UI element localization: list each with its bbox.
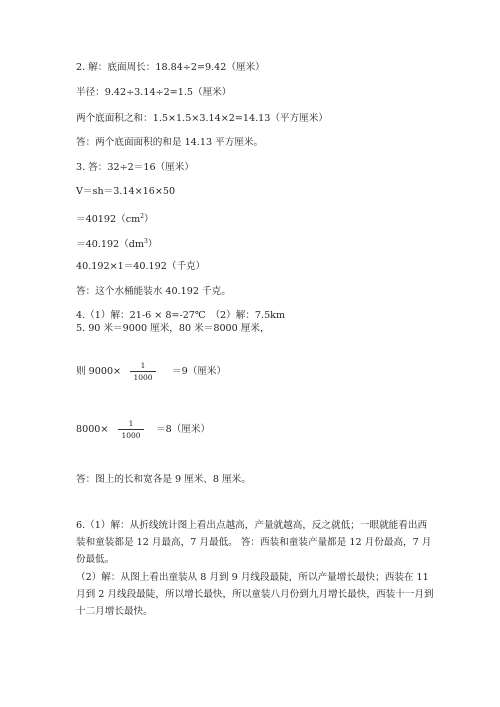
- fraction-denominator: 1000: [133, 373, 153, 382]
- unit-exponent: 3: [144, 238, 148, 245]
- answer-3-line-1: 3. 答：32÷2＝16（厘米）: [76, 162, 194, 173]
- answer-6-part-1: 6.（1）解：从折线统计图上看出点越高，产量就越高，反之就低；一眼就能看出西装和童装都是 12 月最高，7 月最低。 答：西装和童装产量都是 12 月份最高，7 月份最低。: [76, 520, 432, 565]
- answer-2-conclusion: 答：两个底面面积的和是 14.13 平方厘米。: [76, 137, 264, 148]
- answer-5-conclusion: 答：图上的长和宽各是 9 厘米、8 厘米。: [76, 474, 251, 485]
- fraction-numerator: 1: [140, 361, 146, 370]
- cubic-dm-value: ＝40.192（d: [76, 239, 135, 251]
- answer-5-width-calc-left: 8000×: [76, 424, 109, 435]
- fraction-bar: [130, 371, 156, 372]
- answer-5-length-calc-left: 则 9000×: [76, 366, 122, 377]
- cubic-cm-value: ＝40192（c: [76, 214, 132, 226]
- answer-3-weight: 40.192×1＝40.192（千克）: [76, 261, 206, 272]
- unit-exponent: 2: [140, 213, 145, 220]
- answer-2-line-3: 两个底面积之和：1.5×1.5×3.14×2=14.13（平方厘米）: [76, 113, 328, 124]
- cubic-dm-close: ）: [147, 239, 158, 251]
- answer-5-width-calc-right: ＝8（厘米）: [156, 424, 211, 435]
- unit-m: m: [134, 239, 145, 251]
- answer-4: 4.（1）解：21-6 × 8=-27℃ （2）解：7.5km: [76, 310, 286, 321]
- answer-6-part-2: （2）解：从图上看出童装从 8 月到 9 月线段最陡，所以产量增长最快；西装在 11 月到 2 月线段最陡，所以增长最快，所以童装八月份到九月增长最快，西装十一月到十二月增长最快。: [76, 572, 434, 617]
- answer-3-cubic-dm: [76, 236, 157, 251]
- fraction-bar: [118, 429, 144, 430]
- fraction-one-thousandth: [118, 419, 144, 440]
- fraction-denominator: 1000: [121, 431, 141, 440]
- answer-3-volume-formula: V＝sh＝3.14×16×50: [76, 186, 176, 197]
- fraction-numerator: 1: [128, 419, 134, 428]
- fraction-one-thousandth: [130, 361, 156, 382]
- answer-2-line-2: 半径：9.42÷3.14÷2=1.5（厘米）: [76, 87, 232, 98]
- cubic-cm-close: ）: [144, 214, 154, 226]
- answer-5-length-calc-right: ＝9（厘米）: [172, 366, 227, 377]
- unit-m: m: [131, 214, 141, 226]
- answer-2-line-1: 2. 解：底面周长：18.84÷2=9.42（厘米）: [76, 62, 265, 73]
- answer-3-cubic-cm: [76, 211, 154, 226]
- answer-5-line-1: 5. 90 米＝9000 厘米，80 米＝8000 厘米，: [76, 323, 270, 334]
- answer-3-conclusion: 答：这个水桶能装水 40.192 千克。: [76, 286, 231, 297]
